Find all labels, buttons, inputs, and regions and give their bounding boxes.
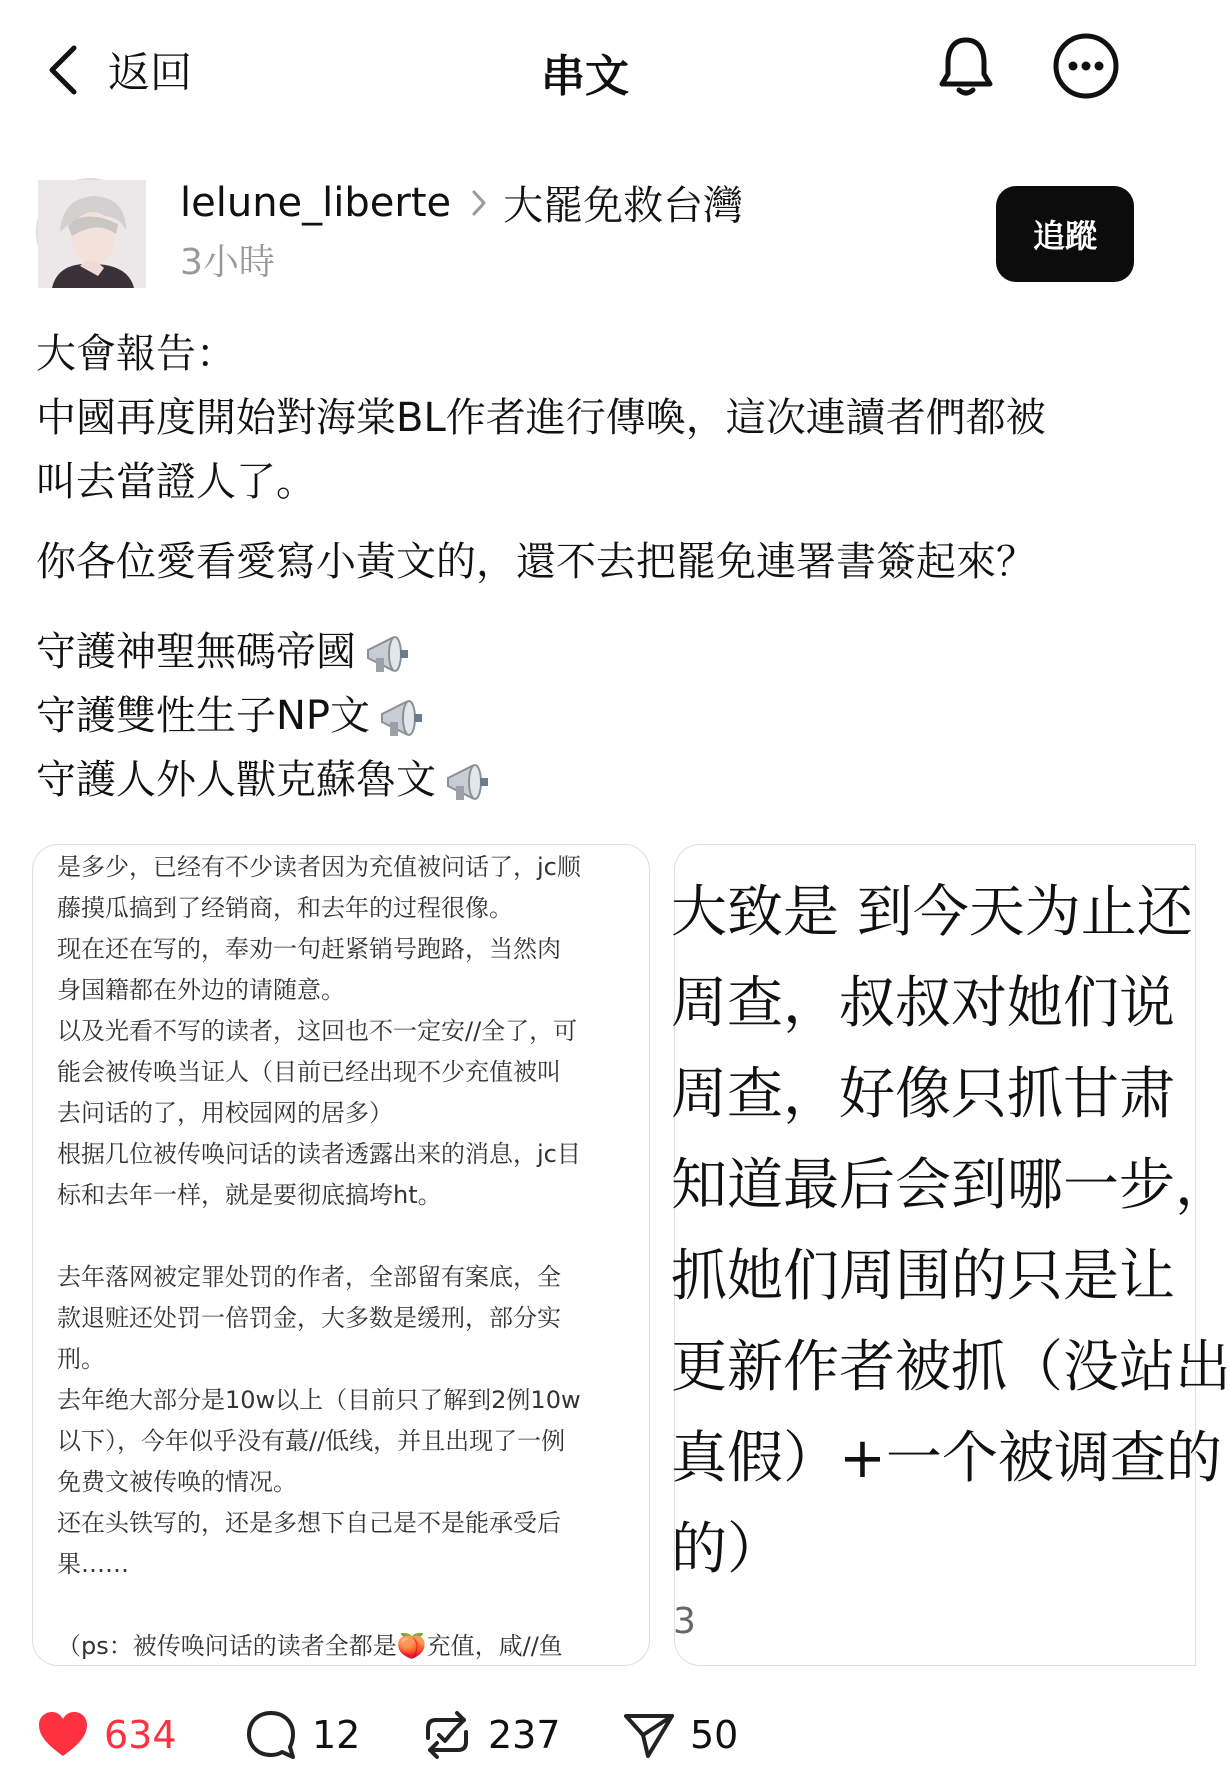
body-line: 中國再度開始對海棠BL作者進行傳喚，這次連讀者們都被 [36, 395, 1046, 441]
community-name[interactable]: 大罷免救台灣 [503, 183, 744, 229]
username[interactable]: lelune_liberte [180, 179, 452, 226]
avatar[interactable] [36, 178, 144, 286]
body-line: 你各位愛看愛寫小黃文的，還不去把罷免連署書簽起來？ [36, 539, 1036, 585]
bell-icon[interactable] [930, 30, 1002, 102]
image-text-line: 还在头铁写的，还是多想下自己是不是能承受后 [57, 1509, 561, 1537]
attached-image-2[interactable] [671, 844, 1231, 1666]
share-button[interactable] [622, 1700, 738, 1770]
image-text-line [57, 1216, 637, 1257]
post-body [36, 322, 1146, 812]
image-text-line: 刑。 [57, 1345, 105, 1373]
image-text-line: 果…… [57, 1550, 129, 1578]
send-icon [622, 1708, 676, 1762]
image-1-text [57, 847, 637, 1667]
megaphone-icon [376, 692, 428, 744]
follow-button[interactable]: 追蹤 [996, 186, 1134, 282]
image-text-line: 标和去年一样，就是要彻底搞垮ht。 [57, 1181, 442, 1209]
image-text-line: 周查，叔叔对她们说 [671, 971, 1175, 1036]
author-line [180, 174, 743, 231]
image-text-line: 更新作者被抓（没站出 [671, 1335, 1231, 1400]
image-text-line: 大致是 到今天为止还 [671, 880, 1193, 945]
heart-icon [36, 1708, 90, 1762]
comment-icon [244, 1708, 298, 1762]
image-text-line: 去问话的了，用校园网的居多） [57, 1099, 393, 1127]
megaphone-icon [362, 628, 414, 680]
image-text-line: 身国籍都在外边的请随意。 [57, 976, 345, 1004]
body-line [36, 748, 1146, 812]
comment-button[interactable] [244, 1700, 360, 1770]
image-text-line: 以及光看不写的读者，这回也不一定安//全了，可 [57, 1017, 578, 1045]
repost-button[interactable] [420, 1700, 561, 1770]
body-text: 守護神聖無碼帝國 [36, 629, 356, 675]
image-text-line: 现在还在写的，奉劝一句赶紧销号跑路，当然肉 [57, 935, 561, 963]
image-2-number: 3 [673, 1601, 696, 1642]
like-count: 634 [104, 1713, 177, 1757]
body-text: 守護人外人獸克蘇魯文 [36, 757, 436, 803]
image-text-line: 免费文被传唤的情况。 [57, 1468, 297, 1496]
body-line: 大會報告： [36, 331, 236, 377]
image-text-line: 能会被传唤当证人（目前已经出现不少充值被叫 [57, 1058, 561, 1086]
image-text-line: 藤摸瓜搞到了经销商，和去年的过程很像。 [57, 894, 513, 922]
back-label: 返回 [108, 48, 193, 97]
top-bar [0, 0, 1170, 130]
image-text-line: 根据几位被传唤问话的读者透露出来的消息，jc目 [57, 1140, 581, 1168]
page-title: 串文 [541, 51, 629, 102]
comment-count: 12 [312, 1713, 361, 1757]
like-button[interactable] [36, 1700, 177, 1770]
attached-image-1[interactable] [32, 844, 650, 1666]
avatar-illustration [38, 180, 146, 288]
repost-count: 237 [488, 1713, 561, 1757]
image-text-line: 去年绝大部分是10w以上（目前只了解到2例10w [57, 1386, 581, 1414]
image-text-line: 周查，好像只抓甘肃 [671, 1062, 1175, 1127]
image-text-line: 真假）+一个被调查的 [671, 1426, 1222, 1491]
image-text-line: （ps：被传唤问话的读者全都是🍑充值，咸//鱼 [57, 1632, 563, 1660]
image-2-text [671, 867, 1231, 1595]
body-line [36, 684, 1146, 748]
body-line: 叫去當證人了。 [36, 459, 316, 505]
image-text-line: 的） [671, 1517, 783, 1582]
image-text-line: 抓她们周围的只是让 [671, 1244, 1175, 1309]
image-text-line [57, 1585, 637, 1626]
share-count: 50 [690, 1713, 739, 1757]
image-text-line: 款退赃还处罚一倍罚金，大多数是缓刑，部分实 [57, 1304, 561, 1332]
image-text-line: 是多少，已经有不少读者因为充值被问话了，jc顺 [57, 853, 581, 881]
repost-icon [420, 1708, 474, 1762]
chevron-right-icon [471, 189, 487, 217]
more-icon[interactable] [1050, 30, 1122, 102]
image-text-line: 知道最后会到哪一步， [671, 1153, 1231, 1218]
post-time: 3小時 [180, 242, 275, 283]
action-bar [0, 1700, 1170, 1770]
image-text-line: 去年落网被定罪处罚的作者，全部留有案底，全 [57, 1263, 561, 1291]
image-text-line: 以下），今年似乎没有蕞//低线，并且出现了一例 [57, 1427, 566, 1455]
body-line [36, 620, 1146, 684]
megaphone-icon [442, 756, 494, 808]
body-text: 守護雙性生子NP文 [36, 693, 371, 739]
